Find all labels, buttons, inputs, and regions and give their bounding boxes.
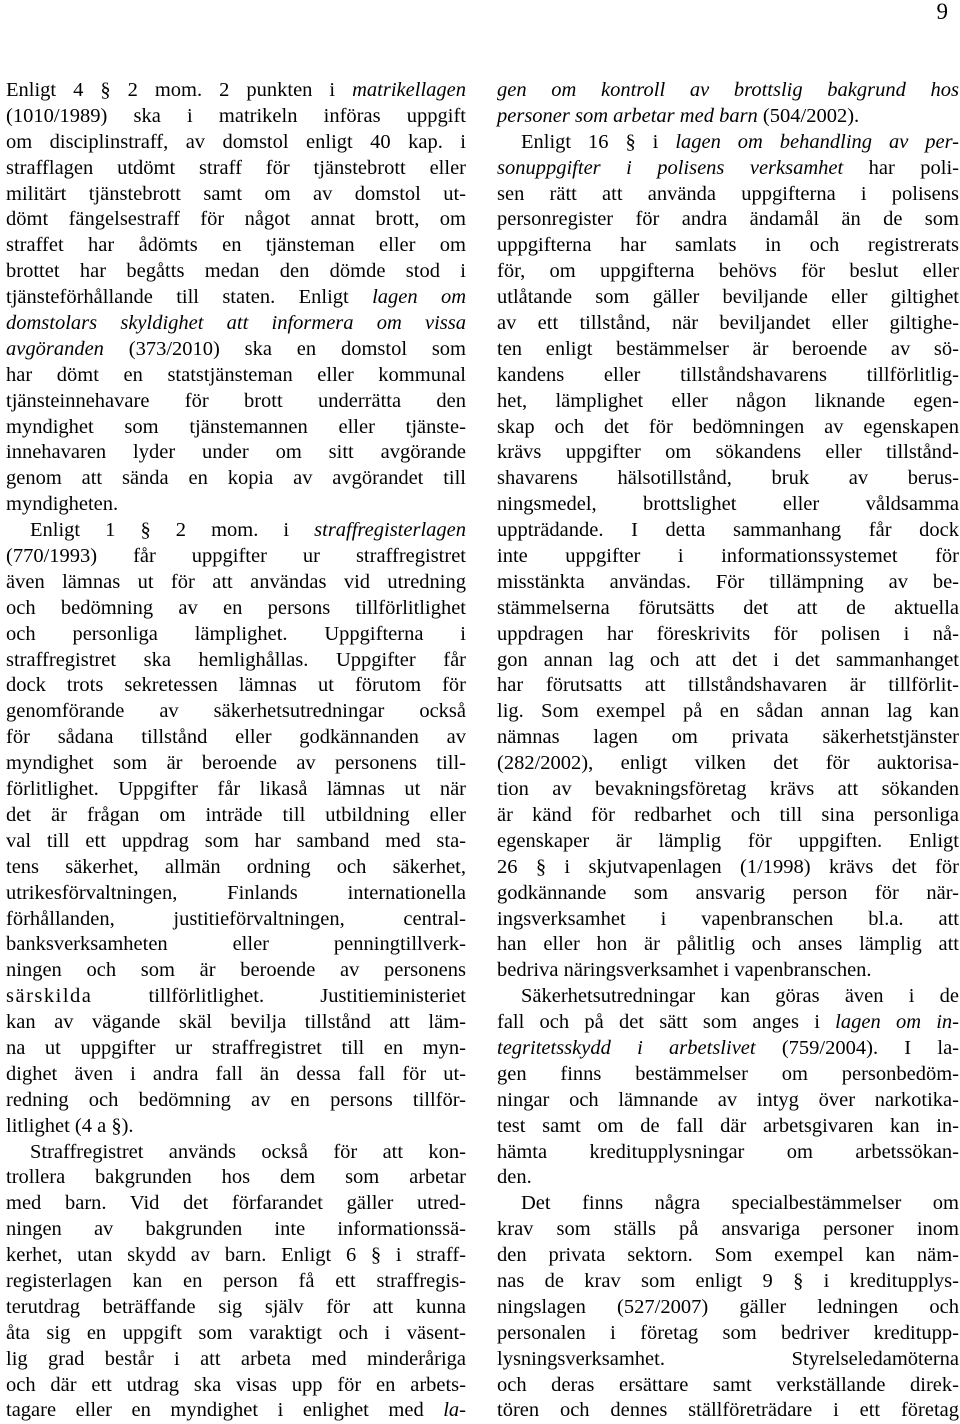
text-line: tens säkerhet, allmän ordning och säkerhet, [6, 855, 466, 878]
left-text-column [6, 78, 466, 1424]
text-line: litlighet (4 a §). [6, 1114, 134, 1137]
text-line: sonuppgifter i polisens verksamhet har poli- [497, 156, 959, 179]
text-line: lig. Som exempel på en sådan annan lag kan [497, 700, 959, 723]
text-line: fall och på det sätt som anges i lagen om in- [497, 1011, 960, 1034]
text-line: det är frågan om inträde till utbildning eller [6, 803, 466, 826]
text-line: tjänsteförhållande till staten. Enligt lagen om [6, 286, 467, 309]
text-line: innehavaren lyder under om sitt avgörande [6, 441, 466, 464]
text-line: den. [497, 1166, 532, 1189]
text-line: nas de krav som enligt 9 § i kreditupplys- [497, 1269, 959, 1292]
text-line: och där ett utdrag ska visas upp för en arbets- [6, 1373, 466, 1396]
text-line: om disciplinstraff, av domstol enligt 40 kap. i [6, 130, 466, 153]
text-line: terutdrag beträffande sig själv för att kunna [6, 1295, 466, 1318]
text-line: myndighet som är beroende av personens till- [6, 752, 466, 775]
right-text-column [497, 78, 959, 1424]
text-line: utlåtande som gäller beviljande eller giltighet [497, 286, 959, 309]
text-line: tjänsteinnehavare för brott underrätta den [6, 389, 466, 412]
text-line: ningar och lämnande av intyg över narkotika- [497, 1088, 959, 1111]
text-line: tören och dennes ställföreträdare i ett företag [497, 1399, 959, 1422]
text-line: Straffregistret används också för att kon- [30, 1140, 466, 1163]
text-line: ningslagen (527/2007) gäller ledningen och [497, 1295, 959, 1318]
text-line: dömt fängelsestraff för något annat brott, om [6, 208, 466, 231]
text-line: domstolars skyldighet att informera om vissa [6, 312, 466, 335]
text-line: ningsmedel, brottslighet eller våldsamma [497, 493, 959, 516]
text-line: bedriva näringsverksamhet i vapenbranschen. [497, 959, 872, 982]
text-line: även lämnas ut för att användas vid utredning [6, 570, 466, 593]
text-line: dighet även i andra fall än dessa fall för ut- [6, 1062, 466, 1085]
text-line: Säkerhetsutredningar kan göras även i de [521, 985, 959, 1008]
text-line: (282/2002), enligt vilken det för auktorisa- [497, 752, 959, 775]
text-line: egenskaper är lämplig för uppgiften. Enligt [497, 829, 959, 852]
text-line: lig grad består i att arbeta med minderåriga [6, 1347, 466, 1370]
text-line: för, om uppgifterna behövs för beslut eller [497, 260, 959, 283]
text-line: test samt om de fall där arbetsgivaren kan in- [497, 1114, 959, 1137]
text-line: Enligt 4 § 2 mom. 2 punkten i matrikellagen [6, 79, 466, 101]
text-line: personer som arbetar med barn (504/2002). [497, 104, 860, 127]
text-line: sen rätt att använda uppgifterna i polisens [497, 182, 959, 205]
text-line: har dömt en statstjänsteman eller kommunal [6, 363, 466, 386]
text-line: trollera bakgrunden hos dem som arbetar [6, 1166, 466, 1189]
text-line: skap och det för bedömningen av egenskapen [497, 415, 959, 438]
text-line: Det finns några specialbestämmelser om [521, 1192, 959, 1215]
text-line: han eller hon är pålitlig och anses lämplig att [497, 933, 959, 956]
text-line: misstänkta användas. För tillämpning av be- [497, 570, 959, 593]
text-line: den privata sektorn. Som exempel kan näm- [497, 1244, 959, 1267]
text-line: uppdragen har föreskrivits för polisen i nå- [497, 622, 959, 645]
text-line: gon annan lag och att det i det sammanhanget [497, 648, 959, 671]
text-line: med barn. Vid det förfarandet gäller utred- [6, 1192, 466, 1215]
text-line: för sådana tillstånd eller godkännanden av [6, 726, 466, 749]
text-line: förlitlighet. Uppgifter får likaså lämnas ut när [6, 778, 466, 801]
text-line: personregister för andra ändamål än de som [497, 208, 959, 231]
text-line: myndighet som tjänstemannen eller tjänste- [6, 415, 466, 438]
text-line: Enligt 16 § i lagen om behandling av per- [521, 130, 959, 153]
text-line: redning och bedömning av en persons tillför- [6, 1088, 466, 1111]
text-line: kandens eller tillståndshavarens tillförlitlig- [497, 363, 959, 386]
text-line: krävs uppgifter om sökandens eller tillstånd- [497, 441, 959, 464]
text-line: kan av vägande skäl bevilja tillstånd att läm- [6, 1011, 466, 1034]
text-line: är känd för redbarhet och till sina personliga [497, 803, 959, 826]
text-line: Enligt 1 § 2 mom. i straffregisterlagen [30, 519, 466, 542]
text-line: nämnas lagen om privata säkerhetstjänster [497, 726, 959, 749]
text-line: kerhet, utan skydd av barn. Enligt 6 § i straff- [6, 1244, 466, 1267]
text-line: och bedömning av en persons tillförlitlighet [6, 596, 466, 619]
text-line: åta sig en uppgift som varaktigt och i väsent- [6, 1321, 466, 1344]
text-line: dock trots sekretessen lämnas ut förutom för [6, 674, 466, 697]
text-line: (1010/1989) ska i matrikeln införas uppgift [6, 104, 466, 127]
text-line: straffet har ådömts en tjänsteman eller om [6, 234, 466, 257]
text-line: val till ett uppdrag som har samband med sta- [6, 829, 466, 852]
text-line: uppträdande. I detta sammanhang får dock [497, 519, 959, 542]
text-line: av ett tillstånd, när beviljandet eller giltighe- [497, 312, 959, 335]
text-line: het, lämplighet eller någon liknande egen- [497, 389, 959, 412]
text-line: tegritetsskydd i arbetslivet (759/2004). I la- [497, 1036, 960, 1059]
text-line: (770/1993) får uppgifter ur straffregistret [6, 545, 466, 568]
page-number: 9 [936, 0, 948, 24]
text-line: ten enligt bestämmelser är beroende av sö- [497, 337, 959, 360]
text-line: shavarens hälsotillstånd, bruk av berus- [497, 467, 959, 490]
text-line: genomförande av säkerhetsutredningar också [6, 700, 466, 723]
text-line: gen finns bestämmelser om personbedöm- [497, 1062, 959, 1085]
text-line: banksverksamheten eller penningtillverk- [6, 933, 466, 956]
text-line: personalen i företag som bedriver kreditupp- [497, 1321, 959, 1344]
text-line: utrikesförvaltningen, Finlands internationella [6, 881, 466, 904]
text-line: och personliga lämplighet. Uppgifterna i [6, 622, 466, 645]
text-line: stämmelserna förutsätts det att de aktuella [497, 596, 959, 619]
text-line: 26 § i skjutvapenlagen (1/1998) krävs det för [497, 855, 959, 878]
text-line: har förutsatts att tillståndshavaren är tillförlit- [497, 674, 959, 697]
text-line: lysningsverksamhet. Styrelseledamöterna [497, 1347, 959, 1370]
text-line: och deras ersättare samt verkställande direk- [497, 1373, 959, 1396]
text-line: militärt tjänstebrott samt om av domstol ut- [6, 182, 466, 205]
text-line: ingsverksamhet i vapenbranschen bl.a. att [497, 907, 959, 930]
text-line: inte uppgifter i informationssystemet för [497, 545, 959, 568]
text-line: strafflagen utdömt straff för tjänstebrott eller [6, 156, 466, 179]
text-line: särskilda tillförlitlighet. Justitieministeriet [6, 985, 466, 1008]
text-line: na ut uppgifter ur straffregistret till en myn- [6, 1036, 466, 1059]
text-line: förhållanden, justitieförvaltningen, central- [6, 907, 466, 930]
text-line: brottet har begåtts medan den dömde stod i [6, 260, 466, 283]
text-line: avgöranden (373/2010) ska en domstol som [6, 337, 466, 360]
text-line: gen om kontroll av brottslig bakgrund hos [497, 79, 959, 101]
text-line: ningen av bakgrunden inte informationssä- [6, 1218, 466, 1241]
text-line: tagare eller en myndighet i enlighet med la- [6, 1399, 466, 1422]
text-line: krav som ställs på ansvariga personer inom [497, 1218, 959, 1241]
text-line: uppgifterna har samlats in och registrerats [497, 234, 959, 257]
text-line: myndigheten. [6, 493, 119, 516]
text-line: registerlagen kan en person få ett straffregis- [6, 1269, 466, 1292]
text-line: tion av bevakningsföretag krävs att sökanden [497, 778, 959, 801]
text-line: straffregistret ska hemlighållas. Uppgifter får [6, 648, 466, 671]
text-line: ningen och som är beroende av personens [6, 959, 466, 982]
text-line: godkännande som ansvarig person för när- [497, 881, 959, 904]
text-line: hämta kreditupplysningar om arbetssökan- [497, 1140, 959, 1163]
text-line: genom att sända en kopia av avgörandet till [6, 467, 466, 490]
